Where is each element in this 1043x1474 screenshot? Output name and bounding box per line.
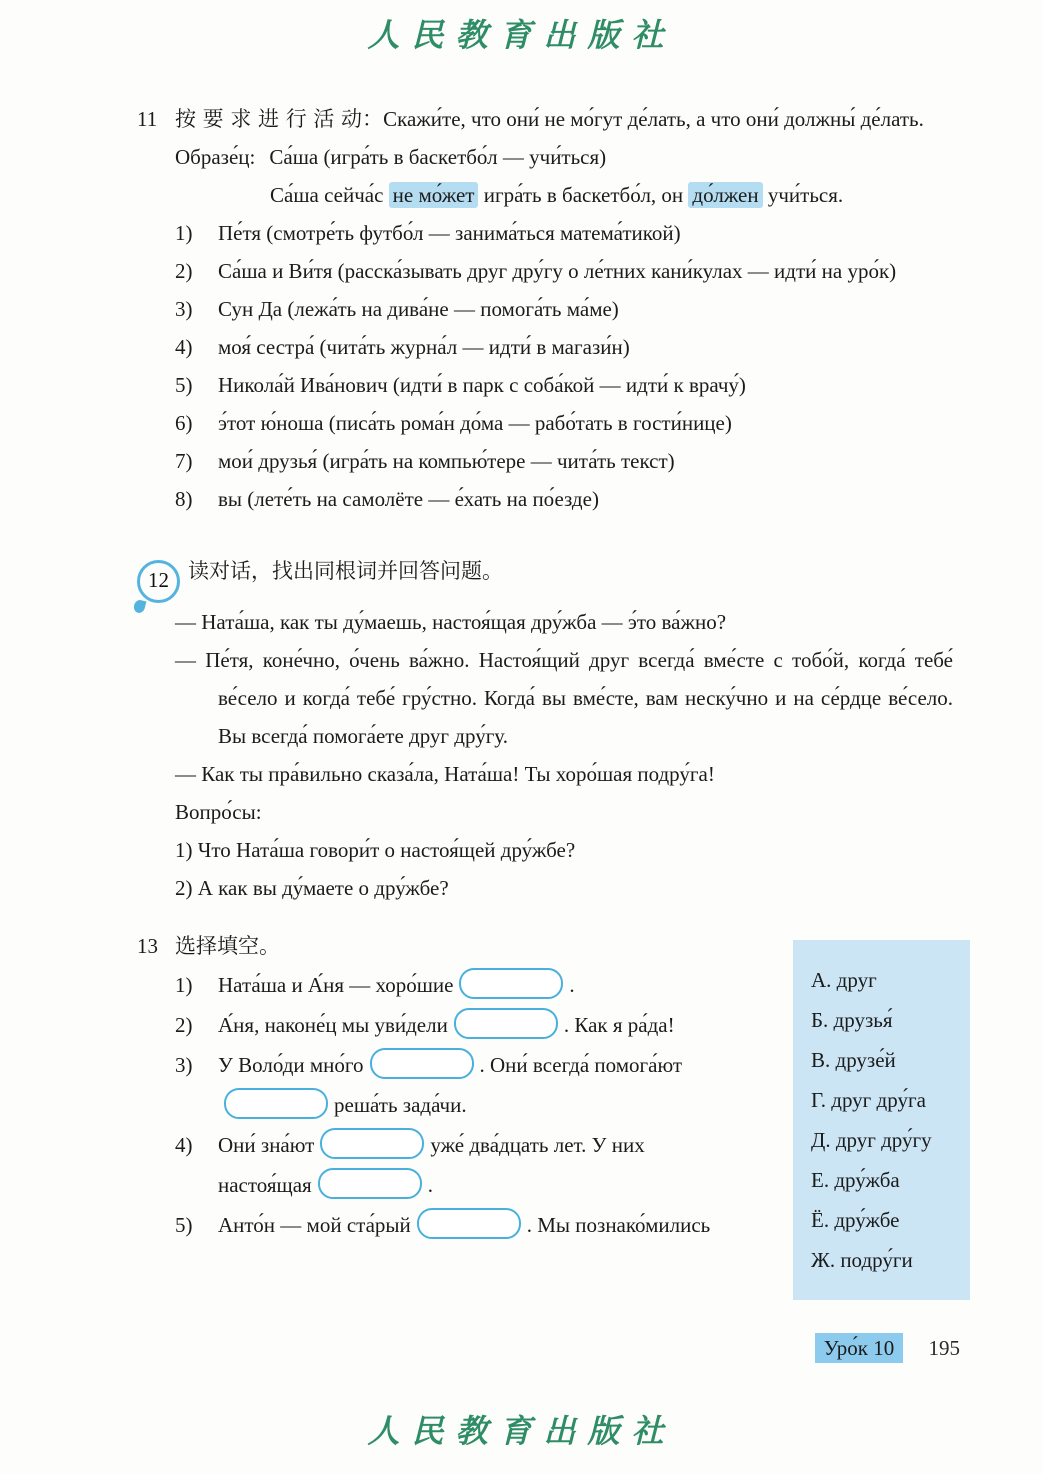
fill-in-blank[interactable]: [459, 968, 563, 999]
publisher-logo-bottom: 人民教育出版社: [367, 1412, 676, 1450]
fill-post: уже́ два́дцать лет. У них: [430, 1133, 645, 1157]
fill-pre: настоя́щая: [218, 1173, 312, 1197]
page-number: 195: [928, 1336, 960, 1360]
fill-line-3: [175, 1045, 775, 1085]
example-label: Образе́ц:: [175, 145, 256, 169]
exercise-12: [137, 552, 953, 907]
exercise-11-item-1: [175, 214, 950, 252]
fill-post: .: [427, 1173, 433, 1197]
fill-post: . Они́ всегда́ помога́ют: [479, 1053, 683, 1077]
fill-in-blank[interactable]: [417, 1208, 521, 1239]
item-number: 1): [175, 221, 193, 245]
exercise-12-instruction-zh: 读对话，找出同根词并回答问题。: [188, 559, 503, 583]
dialogue-line-1: — Ната́ша, как ты ду́маешь, настоя́щая дру́жба — э́то ва́жно?: [175, 610, 727, 634]
fill-line-4: [175, 1085, 775, 1125]
fill-pre: Они́ зна́ют: [218, 1133, 315, 1157]
item-number: 3): [175, 297, 193, 321]
answer-option-v: В. друзе́й: [811, 1048, 896, 1072]
exercise-12-heading: [137, 552, 950, 603]
item-number: 2): [175, 259, 193, 283]
exercise-11-item-4: [175, 328, 950, 366]
lesson-badge: Уро́к 10: [815, 1333, 903, 1363]
question-2: 2) А как вы ду́маете о дру́жбе?: [175, 876, 449, 900]
item-text: Сун Да (лежа́ть на дива́не — помога́ть ма́ме): [218, 297, 619, 321]
exercise-12-number-bubble-icon: [137, 560, 180, 603]
item-number: 5): [175, 373, 193, 397]
item-number: 5): [175, 1213, 193, 1237]
fill-line-7: [175, 1205, 775, 1245]
item-text: мои́ друзья́ (игра́ть на компью́тере — чита́ть текст): [218, 449, 675, 473]
fill-post: .: [569, 973, 575, 997]
fill-pre: А́ня, наконе́ц мы уви́дели: [218, 1013, 448, 1037]
fill-in-blank[interactable]: [454, 1008, 558, 1039]
fill-line-1: [175, 965, 775, 1005]
answer-option-yo: Ё. дру́жбе: [811, 1208, 900, 1232]
item-text: Никола́й Ива́нович (идти́ в парк с соба́кой — идти́ к врачу́): [218, 373, 746, 397]
fill-pre: Ната́ша и А́ня — хоро́шие: [218, 973, 454, 997]
answer-options-box: [793, 940, 970, 1300]
item-text: моя́ сестра́ (чита́ть журна́л — идти́ в магази́н): [218, 335, 630, 359]
fill-line-6: [175, 1165, 775, 1205]
exercise-11-item-5: [175, 366, 950, 404]
highlight-dolzhen: до́лжен: [688, 182, 762, 208]
exercise-12-questions: [175, 793, 950, 907]
example-answer-part1: Са́ша сейча́с: [270, 183, 389, 207]
example-answer-part3: учи́ться.: [762, 183, 844, 207]
fill-in-blank[interactable]: [318, 1168, 422, 1199]
highlight-ne-mozhet: не мо́жет: [389, 182, 479, 208]
exercise-13-instruction-zh: 选择填空。: [175, 934, 280, 958]
item-text: Са́ша и Ви́тя (расска́зывать друг дру́гу о ле́тних кани́кулах — идти́ на уро́к): [218, 259, 897, 283]
answer-option-a: А. друг: [811, 968, 877, 992]
example-line: [175, 138, 950, 176]
dialogue-line-2: — Пе́тя, коне́чно, о́чень ва́жно. Настоя́щий друг всегда́ вме́сте с тобо́й, когда́ тебе́ ве́село и когда́ тебе́ гру́стно. Когда́ вы вме́сте, вам неску́чно и на се́рдце ве́село. Вы всегда́ помога́ете друг дру́гу.: [175, 648, 953, 748]
exercise-11: [137, 100, 950, 518]
exercise-11-heading: [137, 100, 950, 138]
answer-option-g: Г. друг дру́га: [811, 1088, 926, 1112]
item-number: 4): [175, 1133, 193, 1157]
fill-in-blank[interactable]: [370, 1048, 474, 1079]
answer-option-zh: Ж. подру́ги: [811, 1248, 913, 1272]
fill-pre: У Воло́ди мно́го: [218, 1053, 364, 1077]
dialogue-line-3: — Как ты пра́вильно сказа́ла, Ната́ша! Ты хоро́шая подру́га!: [175, 762, 715, 786]
item-number: 1): [175, 973, 193, 997]
example-prompt: Са́ша (игра́ть в баскетбо́л — учи́ться): [269, 145, 607, 169]
page-footer: [815, 1333, 960, 1363]
item-number: 8): [175, 487, 193, 511]
answer-option-e: Е. дру́жба: [811, 1168, 900, 1192]
fill-in-blank[interactable]: [224, 1088, 328, 1119]
exercise-11-item-3: [175, 290, 950, 328]
answer-option-b: Б. друзья́: [811, 1008, 893, 1032]
item-number: 7): [175, 449, 193, 473]
questions-label: Вопро́сы:: [175, 800, 262, 824]
exercise-13-number: 13: [137, 934, 158, 958]
item-number: 2): [175, 1013, 193, 1037]
question-1: 1) Что Ната́ша говори́т о настоя́щей дру́жбе?: [175, 838, 576, 862]
answer-option-d: Д. друг дру́гу: [811, 1128, 932, 1152]
item-text: Пе́тя (смотре́ть футбо́л — занима́ться матема́тикой): [218, 221, 681, 245]
exercise-12-number: 12: [148, 568, 169, 592]
item-number: 3): [175, 1053, 193, 1077]
item-text: вы (лете́ть на самолёте — е́хать на по́езде): [218, 487, 599, 511]
example-answer: [270, 176, 950, 214]
exercise-13-items: [175, 965, 775, 1245]
example-answer-part2: игра́ть в баскетбо́л, он: [478, 183, 689, 207]
exercise-11-items: [175, 214, 950, 518]
exercise-11-instruction-zh: 按 要 求 进 行 活 动：: [175, 107, 384, 131]
exercise-11-item-6: [175, 404, 950, 442]
fill-post: . Как я ра́да!: [563, 1013, 675, 1037]
fill-pre: Анто́н — мой ста́рый: [218, 1213, 411, 1237]
item-text: э́тот ю́ноша (писа́ть рома́н до́ма — рабо́тать в гости́нице): [218, 411, 732, 435]
exercise-12-dialogue: [175, 603, 953, 793]
exercise-11-item-2: [175, 252, 950, 290]
fill-post: реша́ть зада́чи.: [334, 1093, 467, 1117]
publisher-logo-top: 人民教育出版社: [367, 16, 676, 54]
item-number: 4): [175, 335, 193, 359]
item-number: 6): [175, 411, 193, 435]
fill-line-5: [175, 1125, 775, 1165]
exercise-11-instruction-ru: Скажи́те, что они́ не мо́гут де́лать, а что они́ должны́ де́лать.: [383, 107, 924, 131]
exercise-11-item-8: [175, 480, 950, 518]
exercise-11-item-7: [175, 442, 950, 480]
fill-in-blank[interactable]: [320, 1128, 424, 1159]
fill-line-2: [175, 1005, 775, 1045]
fill-post: . Мы познако́мились: [526, 1213, 711, 1237]
exercise-11-number: 11: [137, 107, 158, 131]
